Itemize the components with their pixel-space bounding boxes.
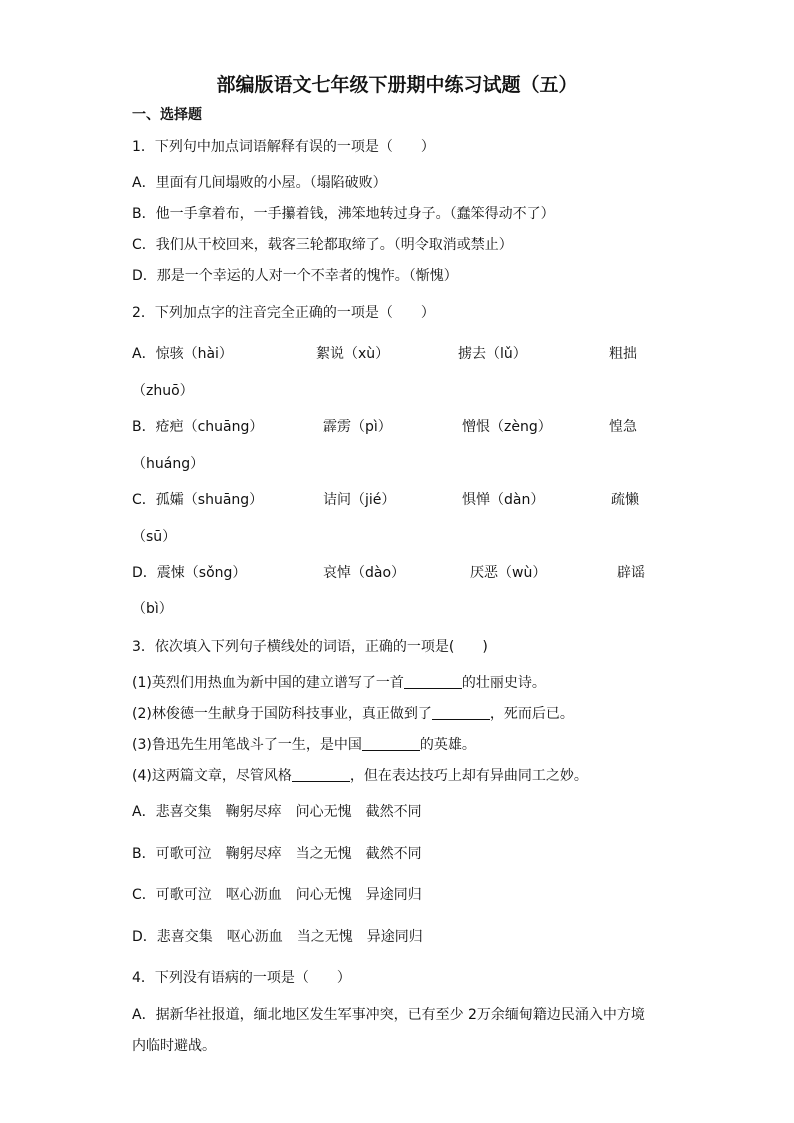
question-1-option-a: A．里面有几间塌败的小屋。（塌陷破败）	[132, 175, 387, 191]
question-3-stem: 3．依次填入下列句子横线处的词语，正确的一项是( )	[132, 639, 488, 655]
question-2-option-b-word4: 惶急	[609, 419, 637, 435]
question-2-option-a-pinyin4: （zhuō）	[132, 383, 194, 399]
question-2-option-a-word2: 絮说（xù）	[316, 346, 390, 362]
fill-blank	[362, 737, 420, 751]
question-3-option-a: A．悲喜交集 鞠躬尽瘁 问心无愧 截然不同	[132, 804, 422, 820]
question-3-sentence-1	[132, 672, 546, 692]
question-4-option-a-line1: A．据新华社报道，缅北地区发生军事冲突，已有至少 2万余缅甸籍边民涌入中方境	[132, 1007, 645, 1023]
question-2-option-a-word4: 粗拙	[609, 346, 637, 362]
question-4-option-a-line2: 内临时避战。	[132, 1038, 216, 1054]
question-2-option-b-word2: 霹雳（pì）	[323, 419, 392, 435]
question-2-option-c-pinyin4: （sū）	[132, 529, 177, 545]
question-2-option-b-pinyin4: （huáng）	[132, 456, 205, 472]
question-2-option-a-word3: 掳去（lǔ）	[458, 346, 527, 362]
question-1-option-b: B．他一手拿着布，一手攥着钱，沸笨地转过身子。（蠢笨得动不了）	[132, 206, 555, 222]
sentence-text: (1)英烈们用热血为新中国的建立谱写了一首	[132, 675, 404, 691]
question-1-option-d: D．那是一个幸运的人对一个不幸者的愧怍。（惭愧）	[132, 268, 458, 284]
fill-blank	[404, 675, 462, 689]
question-3-sentence-4	[132, 765, 588, 785]
question-2-option-d-pinyin4: （bì）	[132, 601, 173, 617]
question-1-stem: 1．下列句中加点词语解释有误的一项是（ ）	[132, 139, 435, 155]
question-3-sentence-2	[132, 703, 574, 723]
fill-blank	[432, 706, 490, 720]
question-3-option-b: B．可歌可泣 鞠躬尽瘁 当之无愧 截然不同	[132, 846, 422, 862]
question-2-option-b-word1: B．疮疤（chuāng）	[132, 419, 264, 435]
sentence-text: (3)鲁迅先生用笔战斗了一生，是中国	[132, 737, 362, 753]
section-heading: 一、选择题	[132, 107, 202, 123]
question-2-option-c-word2: 诘问（jié）	[323, 492, 396, 508]
question-1-option-c: C．我们从干校回来，载客三轮都取缔了。（明令取消或禁止）	[132, 237, 513, 253]
question-2-option-c-word4: 疏懒	[611, 492, 639, 508]
question-2-option-a-word1: A．惊骇（hài）	[132, 346, 233, 362]
sentence-text: ，死而后已。	[489, 706, 574, 722]
sentence-text: (4)这两篇文章，尽管风格	[132, 768, 292, 784]
question-2-option-d-word2: 哀悼（dào）	[323, 565, 406, 581]
question-2-option-c-word3: 惧惮（dàn）	[462, 492, 545, 508]
question-3-sentence-3	[132, 734, 476, 754]
question-2-option-b-word3: 憎恨（zèng）	[462, 419, 552, 435]
question-2-option-d-word1: D．震悚（sǒng）	[132, 565, 247, 581]
sentence-text: 的英雄。	[419, 737, 476, 753]
question-3-option-c: C．可歌可泣 呕心沥血 问心无愧 异途同归	[132, 887, 422, 903]
question-2-stem: 2．下列加点字的注音完全正确的一项是（ ）	[132, 305, 435, 321]
sentence-text: ，但在表达技巧上却有异曲同工之妙。	[349, 768, 588, 784]
question-2-option-d-word3: 厌恶（wù）	[470, 565, 547, 581]
question-3-option-d: D．悲喜交集 呕心沥血 当之无愧 异途同归	[132, 929, 423, 945]
sentence-text: (2)林俊德一生献身于国防科技事业，真正做到了	[132, 706, 432, 722]
question-2-option-d-word4: 辟谣	[617, 565, 645, 581]
page-title: 部编版语文七年级下册期中练习试题（五）	[216, 74, 578, 96]
question-2-option-c-word1: C．孤孀（shuāng）	[132, 492, 264, 508]
fill-blank	[292, 768, 350, 782]
question-4-stem: 4．下列没有语病的一项是（ ）	[132, 970, 351, 986]
sentence-text: 的壮丽史诗。	[461, 675, 546, 691]
